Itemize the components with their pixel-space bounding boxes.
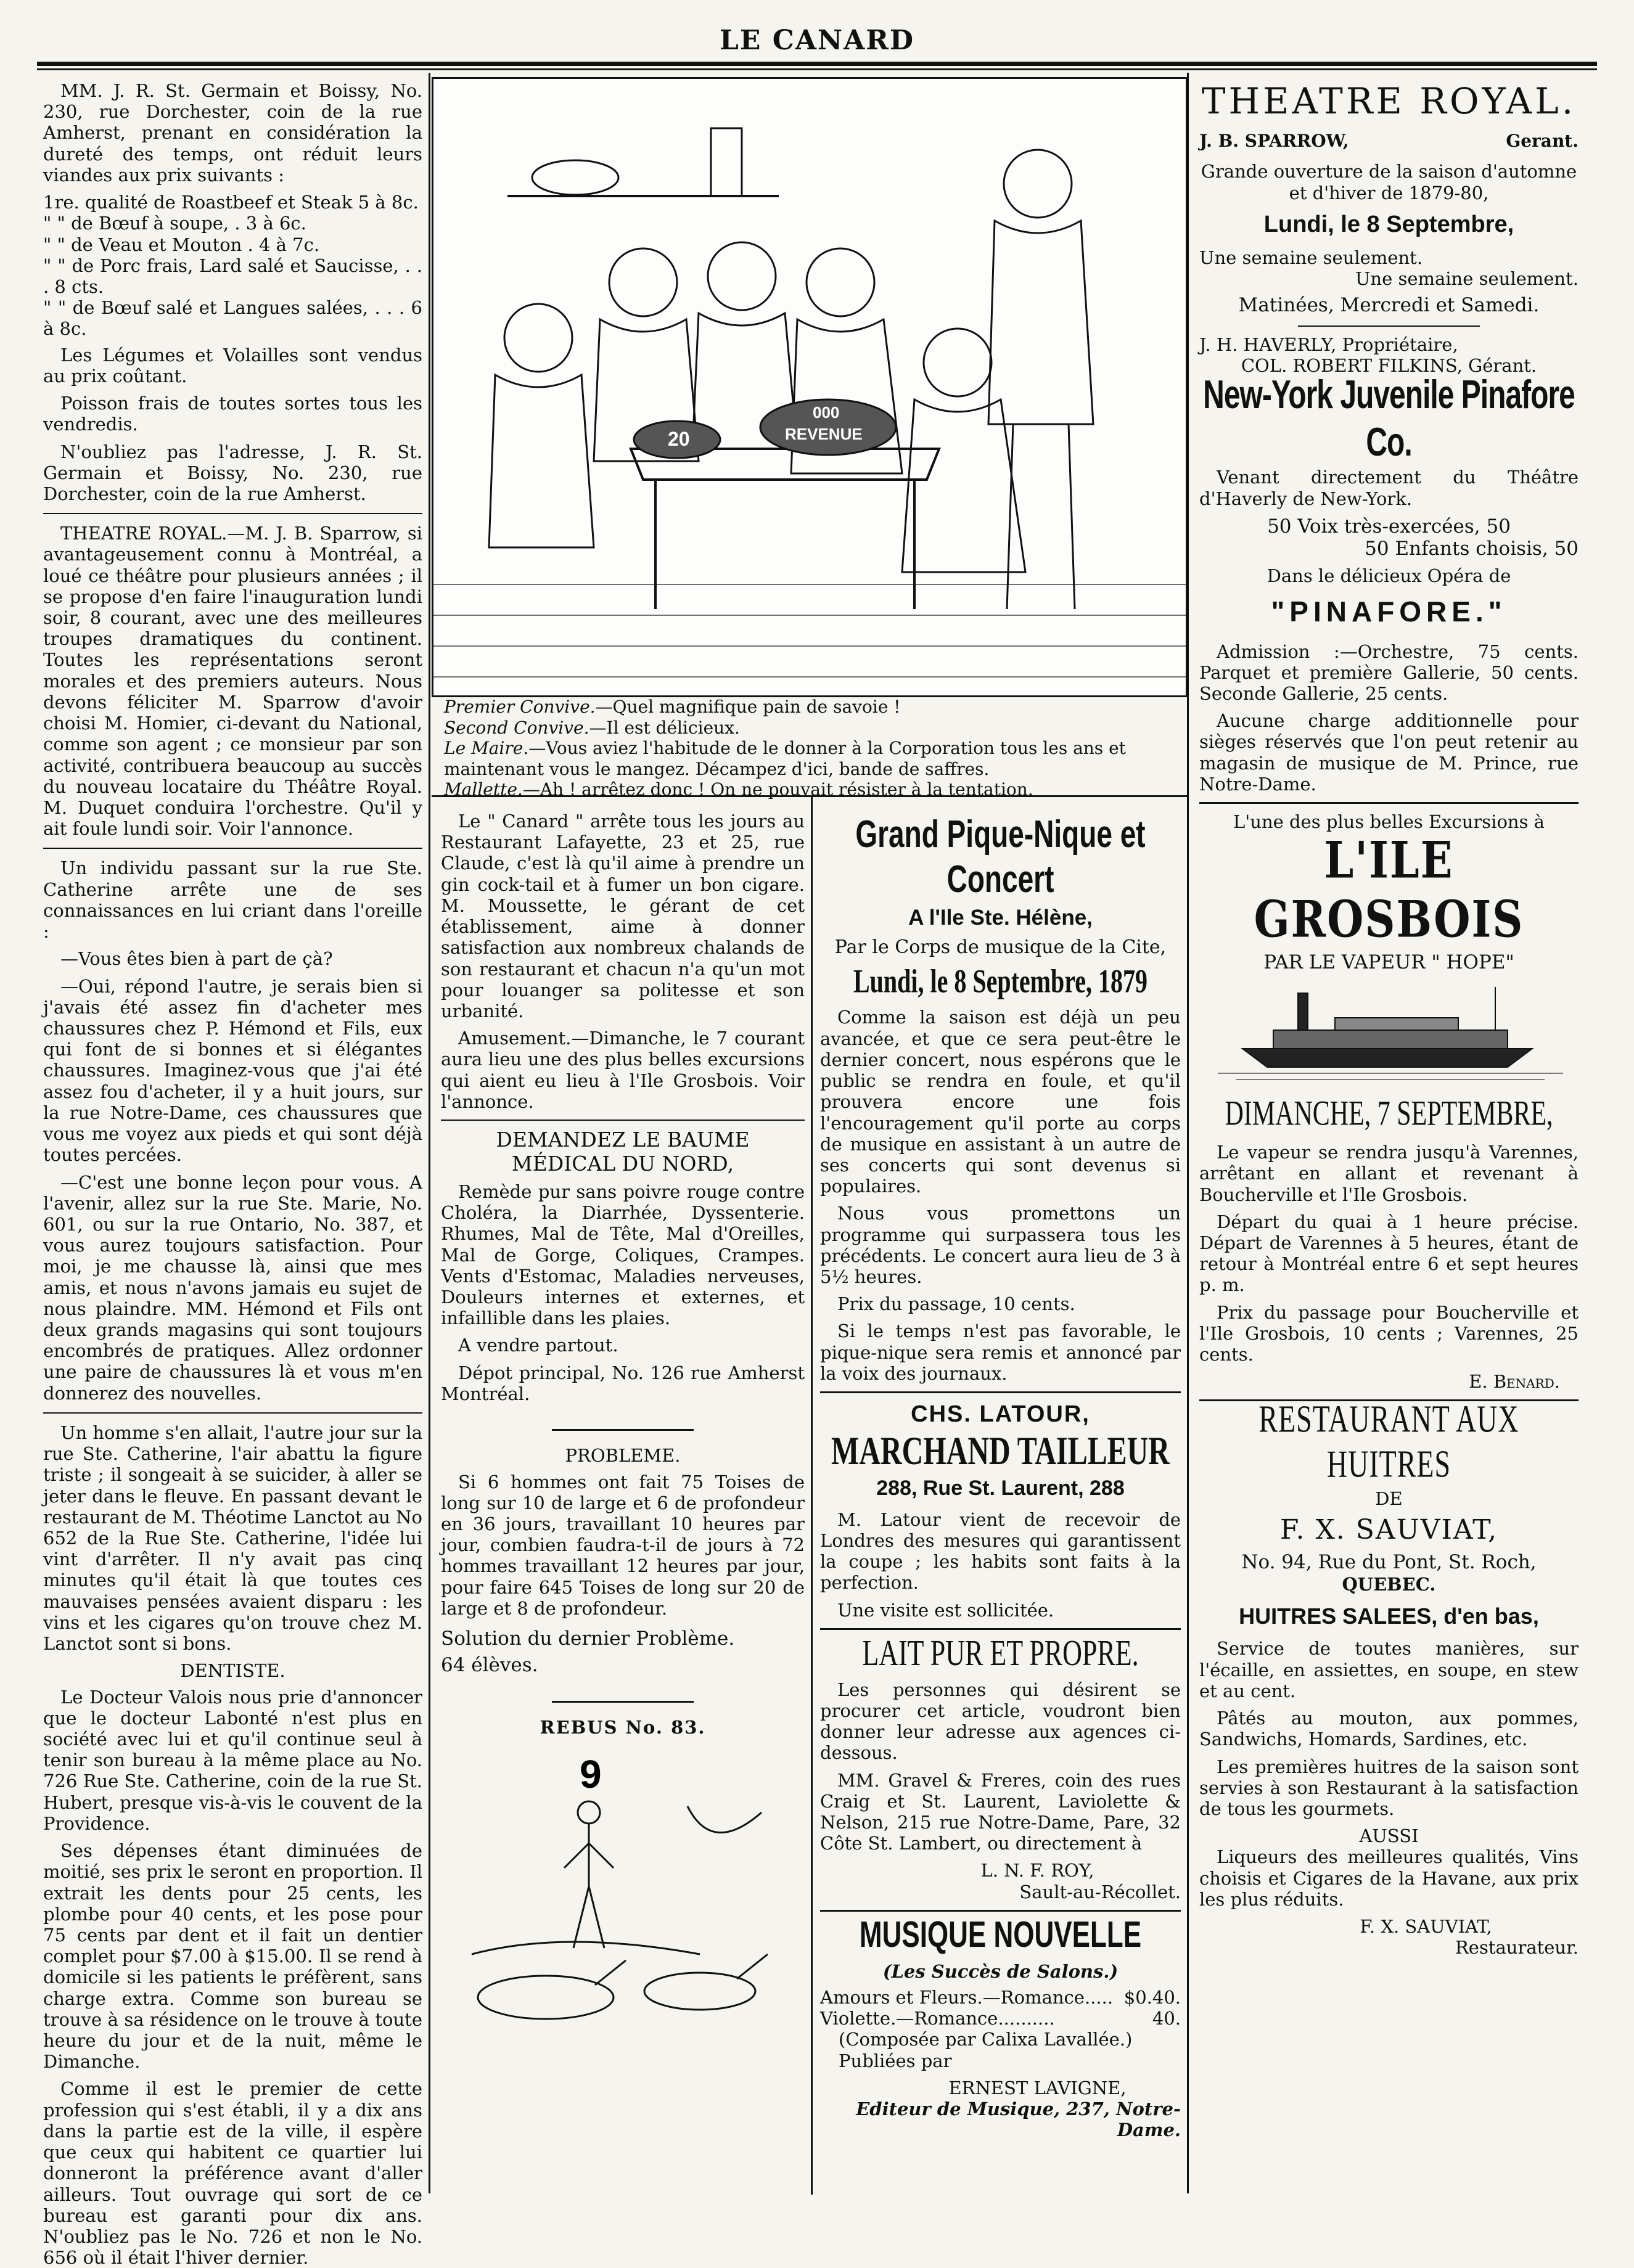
theatre-gerant: COL. ROBERT FILKINS, Gérant. — [1241, 354, 1537, 376]
story-paragraph: —Vous êtes bien à part de çà? — [60, 948, 333, 970]
story-paragraph: Un individu passant sur la rue Ste. Catherine arrête une de ses connaissances en lui criant dans l'oreille : — [43, 858, 422, 943]
butcher-notice — [43, 80, 422, 504]
rebus-title: REBUS No. 83. — [540, 1717, 706, 1738]
page-header — [37, 0, 1597, 59]
music-publisher-intro: Publiées par — [839, 2050, 952, 2071]
problem-body: Si 6 hommes ont fait 75 Toises de long sur 10 de large et 6 de profondeur en 36 jours, travaillant 10 heures par jour, combien faudra-t-il de jours à 72 hommes travaillant 12 heures par jour, pour faire 645 Toises de long sur 20 de large et 8 de profondeur. — [441, 1471, 805, 1619]
cake-sign-000: 000 — [813, 403, 840, 422]
milk-signature: L. N. F. ROY, — [980, 1860, 1094, 1881]
theatre-opening: Grande ouverture de la saison d'automne et d'hiver de 1879-80, — [1201, 161, 1577, 203]
company-name: New-York Juvenile Pinafore Co. — [1203, 373, 1575, 465]
baume-ad — [441, 1128, 805, 1404]
speaker: Mallette. — [444, 779, 523, 800]
speaker: Second Convive. — [444, 717, 589, 738]
music-publisher-address: Editeur de Musique, 237, Notre-Dame. — [856, 2098, 1181, 2141]
latour-paragraph: M. Latour vient de recevoir de Londres des mesures qui garantissent la coupe ; les habits sont faits à la perfection. — [820, 1509, 1181, 1594]
price-line: " " de Bœuf à soupe, . 3 à 6c. — [43, 213, 306, 234]
theatre-week-2: Une semaine seulement. — [1355, 268, 1579, 289]
cake-sign-20: 20 — [668, 428, 690, 450]
baume-body: Remède pur sans poivre rouge contre Choléra, la Diarrhée, Dyssenterie. Rhumes, Mal de Tête, Mal d'Oreilles, Mal de Gorge, Coliques, Crampes. Vents d'Estomac, Maladies nerveuses, Douleurs internes et externes, et infaillible dans les plaies. — [441, 1181, 805, 1329]
theatre-title: THEATRE ROYAL. — [1201, 80, 1577, 122]
speech: —Ah ! arrêtez donc ! On ne pouvait résister à la tentation. — [522, 779, 1033, 800]
oyster-aussi: AUSSI — [1359, 1825, 1419, 1847]
music-price: 40. — [1152, 2008, 1181, 2029]
theatre-no-charge: Aucune charge additionnelle pour sièges réservés que l'on peut retenir au magasin de musique de M. Prince, rue Notre-Dame. — [1199, 710, 1579, 795]
theatre-manager-role: Gerant. — [1506, 131, 1579, 152]
column-3 — [820, 812, 1181, 2185]
suicide-story: Un homme s'en allait, l'autre jour sur la rue Ste. Catherine, l'air abattu la figure triste ; il songeait à se suicider, à aller se jeter dans le fleuve. En passant devant le restaurant de M. Théotime Lanctot au No 652 de la Rue Ste. Catherine, l'idée lui vint d'arrêter. Il n'y avait pas cinq minutes qu'il était là que toutes ces mauvaises pensées avaient disparu : les vins et les cigares qu'on trouve chez M. Lanctot sont si bons. — [43, 1422, 422, 1655]
solution-answer: 64 élèves. — [441, 1653, 538, 1676]
music-publisher-name: ERNEST LAVIGNE, — [948, 2077, 1127, 2098]
milk-paragraph: MM. Gravel & Freres, coin des rues Craig et St. Laurent, Laviolette & Nelson, 215 rue Notre-Dame, Pare, 32 Côte St. Lambert, ou directement à — [820, 1769, 1181, 1854]
column-4 — [1199, 80, 1579, 2188]
grosbois-intro: L'une des plus belles Excursions à — [1233, 811, 1545, 833]
separator — [441, 1686, 805, 1707]
music-item: Violette.—Romance.......... — [820, 2008, 1055, 2029]
price-line: " " de Bœuf salé et Langues salées, . . . 6 à 8c. — [43, 297, 422, 340]
speaker: Le Maire. — [444, 738, 529, 759]
dentist-paragraph: Le Docteur Valois nous prie d'annoncer que le docteur Labonté n'est plus en société avec lui et qu'il continue seul à tenir son bureau à la même place au No. 726 Rue Ste. Catherine, coin de la rue St. Hubert, presque vis-à-vis le couvent de la Providence. — [43, 1686, 422, 1834]
rebus-number: 9 — [580, 1751, 602, 1796]
speech: —Quel magnifique pain de savoie ! — [595, 697, 901, 717]
theatre-date: Lundi, le 8 Septembre, — [1263, 211, 1514, 237]
latour-name: CHS. LATOUR, — [911, 1401, 1090, 1428]
theatre-admission: Admission :—Orchestre, 75 cents. Parquet et première Gallerie, 50 cents. Seconde Gallerie, 25 cents. — [1199, 641, 1579, 704]
column-1 — [43, 80, 422, 2268]
butcher-paragraph: N'oubliez pas l'adresse, J. R. St. Germain et Boissy, No. 230, rue Dorchester, coin de la rue Amherst. — [43, 441, 422, 504]
masthead: LE CANARD — [719, 25, 915, 56]
oyster-restaurant-ad — [1199, 1398, 1579, 1959]
dentist-title: DENTISTE. — [180, 1660, 285, 1682]
cake-sign-revenue: REVENUE — [785, 425, 863, 443]
company-children: 50 Enfants choisis, 50 — [1365, 538, 1579, 560]
cartoon-illustration — [432, 77, 1188, 697]
dentist-paragraph: Ses dépenses étant diminuées de moitié, ses prix le seront en proportion. Il extrait les dents pour 25 cents, les plombe pour 40 cents, et les pose pour 75 cents par dent et il fait un dentier complet pour $7.00 à $15.00. Il se rend à domicile si les patients le préfèrent, sans charge extra. Comme son bureau se trouve à sa résidence on le trouve à toute heure du jour et de la nuit, même le Dimanche. — [43, 1840, 422, 2073]
oyster-paragraph: Pâtés au mouton, aux pommes, Sandwichs, Homards, Sardines, etc. — [1199, 1708, 1579, 1750]
picnic-by: Par le Corps de musique de la Cite, — [834, 936, 1167, 958]
cartoon-caption — [444, 697, 1178, 800]
milk-title: LAIT PUR ET PROPRE. — [862, 1632, 1139, 1674]
steamboat-illustration — [1199, 981, 1579, 1086]
latour-address: 288, Rue St. Laurent, 288 — [876, 1476, 1125, 1500]
theatre-matinees: Matinées, Mercredi et Samedi. — [1238, 294, 1540, 317]
problem-title: PROBLEME. — [565, 1445, 681, 1467]
butcher-price-list — [43, 192, 422, 340]
music-note: (Composée par Calixa Lavallée.) — [839, 2029, 1133, 2050]
music-title: MUSIQUE NOUVELLE — [859, 1914, 1142, 1955]
picnic-paragraph: Prix du passage, 10 cents. — [837, 1293, 1075, 1315]
shoes-story — [43, 858, 422, 1403]
baume-title: DEMANDEZ LE BAUME MÉDICAL DU NORD, — [496, 1128, 750, 1176]
rebus-box — [441, 1717, 805, 2044]
price-line: 1re. qualité de Roastbeef et Steak 5 à 8c. — [43, 192, 419, 213]
grosbois-signature: E. Benard. — [1469, 1371, 1560, 1393]
baume-sale: A vendre partout. — [458, 1335, 618, 1356]
caption-rule — [432, 795, 1187, 797]
picnic-date: Lundi, le 8 Septembre, 1879 — [853, 962, 1148, 1001]
oyster-de: DE — [1375, 1488, 1403, 1510]
milk-ad — [820, 1632, 1181, 1902]
grosbois-paragraph: Départ du quai à 1 heure précise. Départ de Varennes à 5 heures, étant de retour à Montréal entre 6 et sept heures p. m. — [1199, 1211, 1579, 1296]
oyster-role: Restaurateur. — [1455, 1937, 1579, 1959]
header-rule — [37, 62, 1597, 70]
oyster-address: No. 94, Rue du Pont, St. Roch, — [1241, 1551, 1537, 1574]
music-price: $0.40. — [1123, 1987, 1181, 2008]
amusement-notice: Amusement.—Dimanche, le 7 courant aura lieu une des plus belles excursions qui aient eu lieu à l'Ile Grosbois. Voir l'annonce. — [441, 1028, 805, 1112]
company-origin: Venant directement du Théâtre d'Haverly de New-York. — [1199, 467, 1579, 509]
price-line: " " de Veau et Mouton . 4 à 7c. — [43, 234, 320, 255]
theatre-notice: THEATRE ROYAL.—M. J. B. Sparrow, si avantageusement connu à Montréal, a loué ce théâtre pour plusieurs années ; il se propose d'en faire l'inauguration lundi soir, 8 courant, avec une des meilleures troupes dramatiques du continent. Toutes les représentations seront morales et des premiers auteurs. Nous devons féliciter M. Sparrow d'avoir choisi M. Homier, ci-devant du National, comme son agent ; ce monsieur par son activité, contribuera beaucoup au succès du nouveau locataire du Théâtre Royal. M. Duquet conduira l'orchestre. Qu'il y ait foule lundi soir. Voir l'annonce. — [43, 523, 422, 840]
opera-title: "PINAFORE." — [1271, 596, 1507, 628]
theatre-royal-ad — [1199, 80, 1579, 795]
theatre-manager: J. B. SPARROW, — [1199, 131, 1349, 152]
dentist-notice — [43, 1660, 422, 2268]
picnic-paragraph: Comme la saison est déjà un peu avancée, et que ce sera peut-être le dernier concert, nous espérons que le public se rendra en foule, et qu'il prouvera encore une fois l'encouragement qu'il porte au corps de musique en assistant à un autre de ses concerts qui sont devenus si populaires. — [820, 1007, 1181, 1197]
picnic-paragraph: Nous vous promettons un programme qui surpassera tous les précédents. Le concert aura lieu de 3 à 5½ heures. — [820, 1203, 1181, 1288]
butcher-intro: MM. J. R. St. Germain et Boissy, No. 230, rue Dorchester, coin de la rue Amherst, prenant en considération la dureté des temps, ont réduit leurs viandes aux prix suivants : — [43, 80, 422, 186]
oyster-salees: HUITRES SALEES, d'en bas, — [1239, 1603, 1539, 1629]
canard-notice: Le " Canard " arrête tous les jours au Restaurant Lafayette, 23 et 25, rue Claude, c'est là qu'il aime à prendre un gin cock-tail et à fumer un bon cigare. M. Moussette, le gérant de cet établissement, aime à donner satisfaction aux nombreux chalands de son restaurant et chacun n'a qu'un mot pour louanger sa politesse et son urbanité. — [441, 811, 805, 1021]
baume-depot: Dépot principal, No. 126 rue Amherst Montréal. — [441, 1362, 805, 1404]
company-voices: 50 Voix très-exercées, 50 — [1267, 515, 1511, 538]
column-2 — [441, 811, 805, 2185]
music-ad — [820, 1914, 1181, 2141]
picnic-title: Grand Pique-Nique et Concert — [855, 812, 1146, 901]
picnic-subtitle: A l'Ile Ste. Hélène, — [908, 905, 1093, 930]
column-rule-1 — [429, 73, 430, 2193]
milk-place: Sault-au-Récollet. — [1019, 1881, 1181, 1902]
column-rule-2 — [811, 795, 813, 2195]
latour-paragraph: Une visite est sollicitée. — [837, 1599, 1054, 1621]
price-line: " " de Porc frais, Lard salé et Saucisse, . . . 8 cts. — [43, 255, 422, 297]
solution-title: Solution du dernier Problème. — [441, 1627, 735, 1650]
dentist-paragraph: Comme il est le premier de cette profession qui s'est établi, il y a dix ans dans la partie est de la ville, il espère que ceux qui habitent ce quartier lui donneront la préférence avant d'aller ailleurs. Tout ouvrage qui sort de ce bureau est garanti pour dix ans. N'oubliez pas le No. 726 et non le No. 656 où il était l'hiver dernier. — [43, 2078, 422, 2268]
grosbois-paragraph: Prix du passage pour Boucherville et l'Ile Grosbois, 10 cents ; Varennes, 25 cents. — [1199, 1301, 1579, 1365]
oyster-signature: F. X. SAUVIAT, — [1360, 1916, 1492, 1938]
theatre-week-1: Une semaine seulement. — [1199, 247, 1423, 268]
oyster-paragraph: Service de toutes manières, sur l'écaille, en assiettes, en soupe, en stew et au cent. — [1199, 1638, 1579, 1701]
theatre-owner: J. H. HAVERLY, Propriétaire, — [1199, 334, 1458, 355]
grosbois-title: L'ILE GROSBOIS — [1254, 831, 1524, 950]
speaker: Premier Convive. — [444, 697, 596, 717]
oyster-city: QUEBEC. — [1342, 1573, 1436, 1595]
rebus-drawing — [441, 1745, 799, 2041]
story-paragraph: —C'est une bonne leçon pour vous. A l'avenir, allez sur la rue Ste. Marie, No. 601, ou sur la rue Ontario, No. 387, et vous aurez toujours satisfaction. Pour moi, je me chausse là, ainsi que mes amis, et nous n'avons jamais eu sujet de nous plaindre. MM. Hémond et Fils ont deux grands magasins qui sont toujours encombrés de pratiques. Allez ordonner une paire de chaussures là et vous m'en donnerez des nouvelles. — [43, 1171, 422, 1404]
music-item: Amours et Fleurs.—Romance..... — [820, 1987, 1114, 2008]
latour-trade: MARCHAND TAILLEUR — [831, 1429, 1170, 1473]
grosbois-boat: PAR LE VAPEUR " HOPE" — [1263, 951, 1514, 973]
oyster-paragraph: Les premières huitres de la saison sont servies à son Restaurant à la satisfaction de tous les gourmets. — [1199, 1756, 1579, 1819]
oyster-title: RESTAURANT AUX HUITRES — [1258, 1398, 1519, 1486]
butcher-paragraph: Poisson frais de toutes sortes tous les vendredis. — [43, 393, 422, 435]
grosbois-date: DIMANCHE, 7 SEPTEMBRE, — [1225, 1094, 1553, 1133]
story-paragraph: —Oui, répond l'autre, je serais bien si j'avais été assez fin d'acheter mes chaussures chez P. Hémond et Fils, eux qui font de si bonnes et si élégantes chaussures. Imaginez-vous que j'ai été assez fou d'acheter, il y a huit jours, sur la rue Notre-Dame, ces chaussures que vous me voyez aux pieds et qui sont déjà toutes percées. — [43, 975, 422, 1166]
opera-intro: Dans le délicieux Opéra de — [1267, 565, 1511, 587]
speech: —Vous aviez l'habitude de le donner à la Corporation tous les ans et maintenant vous le mangez. Décampez d'ici, bande de saffres. — [444, 738, 1126, 779]
problem-box — [441, 1445, 805, 1676]
milk-paragraph: Les personnes qui désirent se procurer cet article, voudront bien donner leur adresse aux agences ci-dessous. — [820, 1679, 1181, 1764]
cartoon-drawing — [433, 79, 1186, 695]
butcher-paragraph: Les Légumes et Volailles sont vendus au prix coûtant. — [43, 344, 422, 387]
separator — [441, 1414, 805, 1435]
latour-ad — [820, 1401, 1181, 1621]
picnic-ad — [820, 812, 1181, 1384]
picnic-paragraph: Si le temps n'est pas favorable, le pique-nique sera remis et annoncé par la voix des journaux. — [820, 1320, 1181, 1384]
grosbois-ad — [1199, 811, 1579, 1392]
oyster-paragraph: Liqueurs des meilleures qualités, Vins choisis et Cigares de la Havane, aux prix les plus réduits. — [1199, 1846, 1579, 1910]
grosbois-paragraph: Le vapeur se rendra jusqu'à Varennes, arrêtant en allant et revenant à Boucherville et l'Ile Grosbois. — [1199, 1142, 1579, 1205]
music-subtitle: (Les Succès de Salons.) — [882, 1960, 1119, 1982]
oyster-owner: F. X. SAUVIAT, — [1279, 1514, 1498, 1546]
speech: —Il est délicieux. — [589, 717, 740, 738]
